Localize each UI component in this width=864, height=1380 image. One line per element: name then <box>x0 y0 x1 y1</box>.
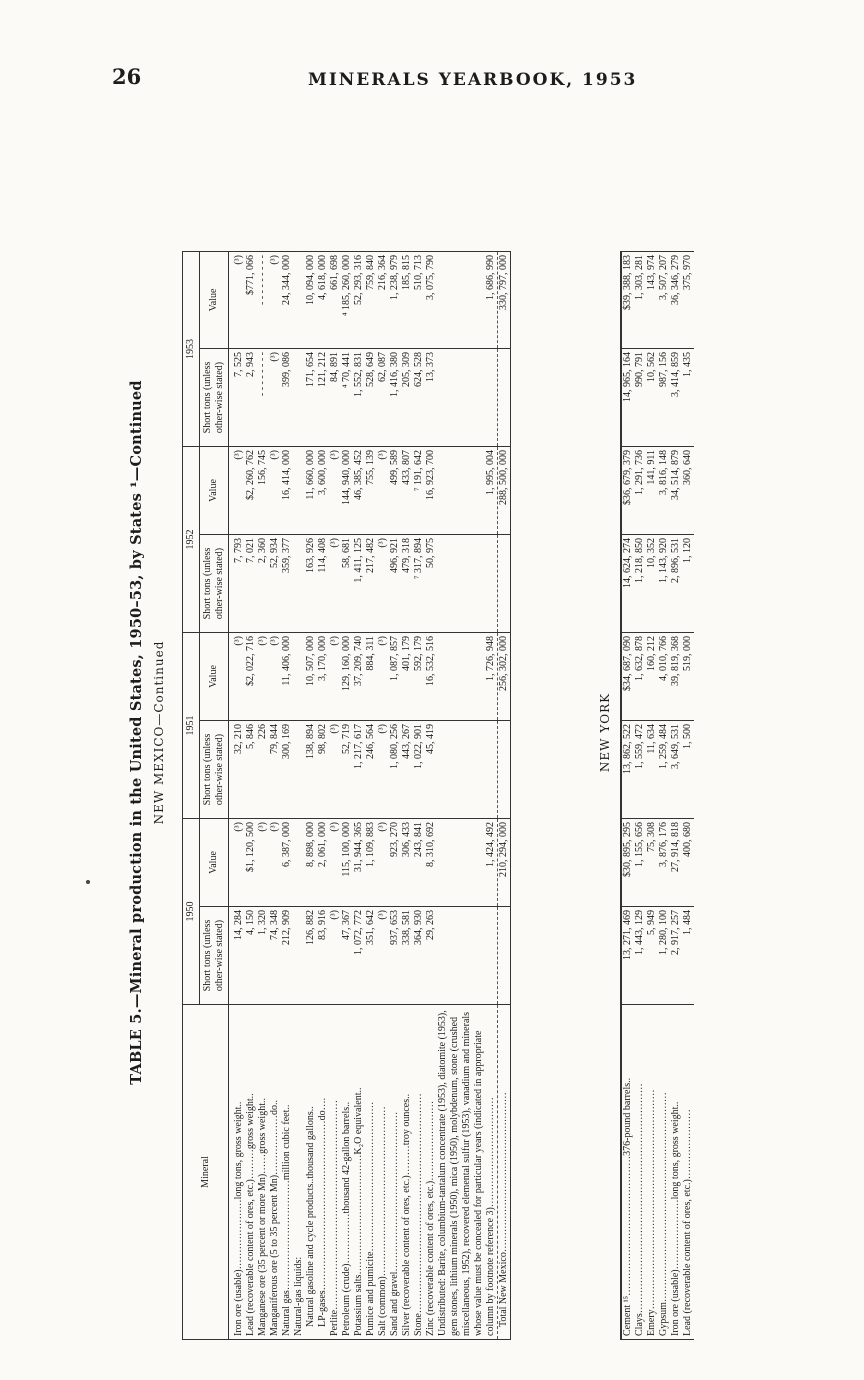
table-row: Natural gasoline and cycle products..thousand gallons.. 126, 882 8, 898, 000 138, 894 10, 507, 000 163, 926 11, 660, 000 171, 654 10, 094, 000 <box>305 252 317 1340</box>
value-header: Value <box>200 447 229 535</box>
year-header-1951: 1951 <box>183 633 200 819</box>
tons-header: Short tons (unless other-wise stated) <box>200 907 229 1005</box>
year-header-1953: 1953 <box>183 252 200 447</box>
table-row: Lead (recoverable content of ores, etc.)………………… 1, 484 400, 680 1, 500 519, 000 1, 120 360, 640 1, 435 375, 970 <box>682 252 694 1340</box>
table-row: Stone………………………………………………………… 364, 930 243, 841 1, 022, 901 592, 179 ⁷ 317, 894 ⁷ 191, 642 624, 528 510, 713 <box>413 252 425 1340</box>
rotated-table-block <box>128 125 693 1340</box>
table-title: TABLE 5.—Mineral production in the United States, 1950–53, by States ¹—Continued <box>128 380 145 1085</box>
section-heading-new-mexico: NEW MEXICO—Continued <box>152 640 166 825</box>
table-row: Gypsum……………………………………………………… 1, 280, 100 3, 876, 176 1, 259, 484 4, 010, 766 1, 143, 920 3, 816, 148 987, 156 3, 507, 207 <box>658 252 670 1340</box>
table-row: Petroleum (crude)……………thousand 42-gallon barrels.. 47, 367 115, 100, 000 52, 719 129, 160, 000 58, 681 144, 940, 000 ⁴ 70, 441 ⁴ 185, 260, 000 <box>341 252 353 1340</box>
value-header: Value <box>200 252 229 349</box>
section-heading-new-york: NEW YORK <box>598 692 612 773</box>
table-row: Lead (recoverable content of ores, etc.)………gross weight.. 4, 150 $1, 120, 500 5, 846 $2, 022, 716 7, 021 $2, 260, 762 2, 943 $771, 066 <box>245 252 257 1340</box>
undistributed-row: Undistributed: Barite, columbium-tantalum concentrate (1953), diatomite (1953), gem stones, lithium minerals (1950), mica (1950), molybdenum, stone (crushed miscellaneous, 1952), recovered elemental sulfur (1953), vanadium and minerals whose value must be concealed for particular years (indicated in appropriate column by footnote reference 3)…………………………… 1, 424, 492 1, 726, 948 1, 995, 004 1, 686, 990 <box>437 252 498 1340</box>
table-row: Cement ¹⁵……………………………………376-pound barrels.. 13, 271, 469 $30, 895, 295 13, 862, 522 $34, 687, 090 14, 624, 274 $36, 679, 379 14, 965, 164 $39, 388, 183 <box>621 252 634 1340</box>
table-row: Salt (common)…………………………………………… (³) (³) (³) (³) (³) (³) 62, 087 216, 364 <box>377 252 389 1340</box>
table-row: Manganese ore (35 percent or more Mn)……gross weight.. 1, 320 (³) 226 (³) 2, 360 156, 745 - - - - - - - - - - - - - - - - - <box>257 252 269 1340</box>
tons-header: Short tons (unless other-wise stated) <box>200 535 229 633</box>
tons-header: Short tons (unless other-wise stated) <box>200 349 229 447</box>
running-title: MINERALS YEARBOOK, 1953 <box>308 70 638 90</box>
page-number: 26 <box>112 64 142 89</box>
new-mexico-table <box>182 251 511 1340</box>
value-header: Value <box>200 819 229 907</box>
table-row: Silver (recoverable content of ores, etc.)………troy ounces.. 338, 581 306, 433 443, 267 401, 179 479, 318 433, 807 205, 309 185, 815 <box>401 252 413 1340</box>
table-row: Manganiferous ore (5 to 35 percent Mn)………………do.. 74, 348 (³) 79, 844 (³) 52, 934 (³) (³) (³) <box>269 252 281 1340</box>
table-row: Natural-gas liquids: <box>293 252 305 1340</box>
stray-mark <box>86 880 90 884</box>
table-row: Iron ore (usable)…………………long tons, gross weight.. 2, 917, 257 27, 914, 818 3, 649, 531 39, 819, 368 2, 896, 531 34, 514, 879 3, 414, 859 36, 346, 279 <box>670 252 682 1340</box>
table-row: Natural gas……………………………million cubic feet.. 212, 909 6, 387, 000 300, 169 11, 406, 000 359, 377 16, 414, 000 399, 086 24, 344, 000 <box>281 252 293 1340</box>
table-row: Iron ore (usable)…………………long tons, gross weight.. 14, 284 (³) 32, 210 (³) 7, 793 (³) 7, 525 (³) <box>233 252 245 1340</box>
table-row: Pumice and pumicite……………………………………… 351, 642 1, 109, 883 246, 564 884, 311 217, 482 755, 139 528, 649 759, 840 <box>365 252 377 1340</box>
value-header: Value <box>200 633 229 721</box>
table-row: Clays…………………………………………………………… 1, 443, 129 1, 155, 656 1, 559, 472 1, 632, 878 1, 218, 850 1, 291, 736 990, 791 1, 303, 281 <box>634 252 646 1340</box>
year-header-1950: 1950 <box>183 819 200 1005</box>
new-york-table <box>620 251 694 1340</box>
mineral-header: Mineral <box>183 1005 229 1340</box>
table-row: LP-gases……………………………………………do…. 83, 916 2, 061, 000 98, 802 3, 170, 000 114, 408 3, 600, 000 121, 212 4, 618, 000 <box>317 252 329 1340</box>
table-row: Potassium salts………………………………K₂O equivalent.. 1, 072, 772 31, 944, 365 1, 217, 617 37, 209, 740 1, 411, 125 46, 385, 452 1, 552, 831 52, 293, 316 <box>353 252 365 1340</box>
table-row: Emery………………………………………………………… 5, 949 75, 308 11, 634 160, 212 10, 352 141, 911 10, 562 143, 974 <box>646 252 658 1340</box>
table-row: Sand and gravel………………………………………… 937, 653 923, 270 1, 080, 256 1, 087, 857 496, 921 499, 589 1, 416, 380 1, 238, 979 <box>389 252 401 1340</box>
year-header-1952: 1952 <box>183 447 200 633</box>
tons-header: Short tons (unless other-wise stated) <box>200 721 229 819</box>
table-row: Perlite……………………………………………………… (³) (³) (³) (³) (³) (³) 84, 891 661, 698 <box>329 252 341 1340</box>
total-row: Total New Mexico………………………………………… 210, 294, 000 256, 302, 000 288, 500, 000 330, 797, 000 <box>498 252 511 1340</box>
table-row: Zinc (recoverable content of ores, etc.)…………………… 29, 263 8, 310, 692 45, 419 16, 532, 516 50, 975 16, 923, 700 13, 373 3, 075, 790 <box>425 252 437 1340</box>
